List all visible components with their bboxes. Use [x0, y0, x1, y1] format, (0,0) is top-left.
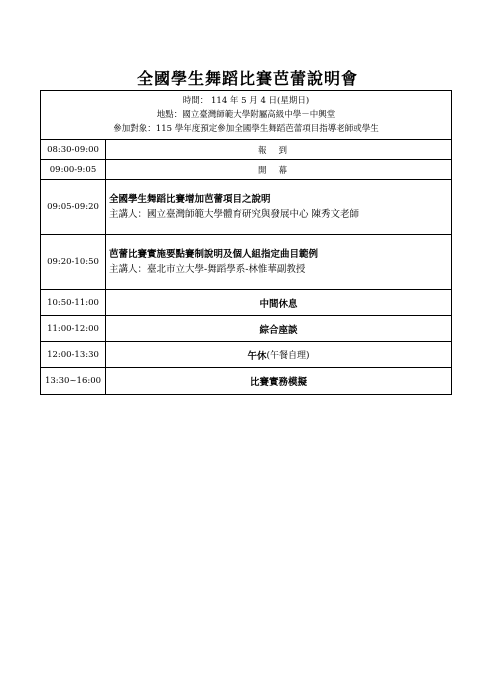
row-activity [106, 235, 451, 289]
table-row [41, 316, 451, 342]
session-heading: 芭蕾比賽實施要點賽制說明及個人組指定曲目範例 [109, 249, 319, 260]
row-activity [106, 180, 451, 234]
row-time: 13:30~16:00 [41, 368, 106, 394]
event-info [41, 91, 451, 140]
row-time: 09:00-9:05 [41, 160, 106, 179]
row-time: 08:30-09:00 [41, 140, 106, 159]
event-location: 地點：國立臺灣師範大學附屬高級中學－中興堂 [156, 110, 336, 120]
row-activity: 開幕 [257, 165, 299, 176]
row-time: 09:05-09:20 [41, 180, 106, 234]
table-row [41, 180, 451, 235]
table-row [41, 140, 451, 160]
row-activity: 中間休息 [259, 298, 298, 310]
row-activity: 綜合座談 [259, 324, 298, 336]
row-time: 10:50-11:00 [41, 290, 106, 315]
schedule-table [40, 90, 452, 395]
event-audience: 參加對象：115 學年度預定參加全國學生舞蹈芭蕾項目指導老師或學生 [113, 124, 379, 134]
row-time: 12:00-13:30 [41, 342, 106, 367]
page-title: 全國學生舞蹈比賽芭蕾說明會 [136, 69, 358, 88]
table-row [41, 290, 451, 316]
row-activity [106, 342, 451, 367]
event-time: 時間： 114 年 5 月 4 日(星期日) [182, 96, 310, 106]
row-time: 11:00-12:00 [41, 316, 106, 341]
row-time: 09:20-10:50 [41, 235, 106, 289]
session-speaker: 主講人：臺北市立大學-舞蹈學系-林惟華副教授 [109, 264, 306, 275]
table-row [41, 342, 451, 368]
session-speaker: 主講人：國立臺灣師範大學體育研究與發展中心 陳秀文老師 [109, 209, 360, 220]
table-row [41, 235, 451, 290]
lunch-label: 午休 [247, 350, 267, 362]
row-activity: 比賽實務模擬 [249, 377, 307, 388]
table-row [41, 368, 451, 394]
lunch-note: (午餐自理) [266, 351, 310, 361]
session-heading: 全國學生舞蹈比賽增加芭蕾項目之說明 [109, 194, 271, 205]
row-activity: 報到 [257, 145, 299, 156]
table-row [41, 160, 451, 180]
